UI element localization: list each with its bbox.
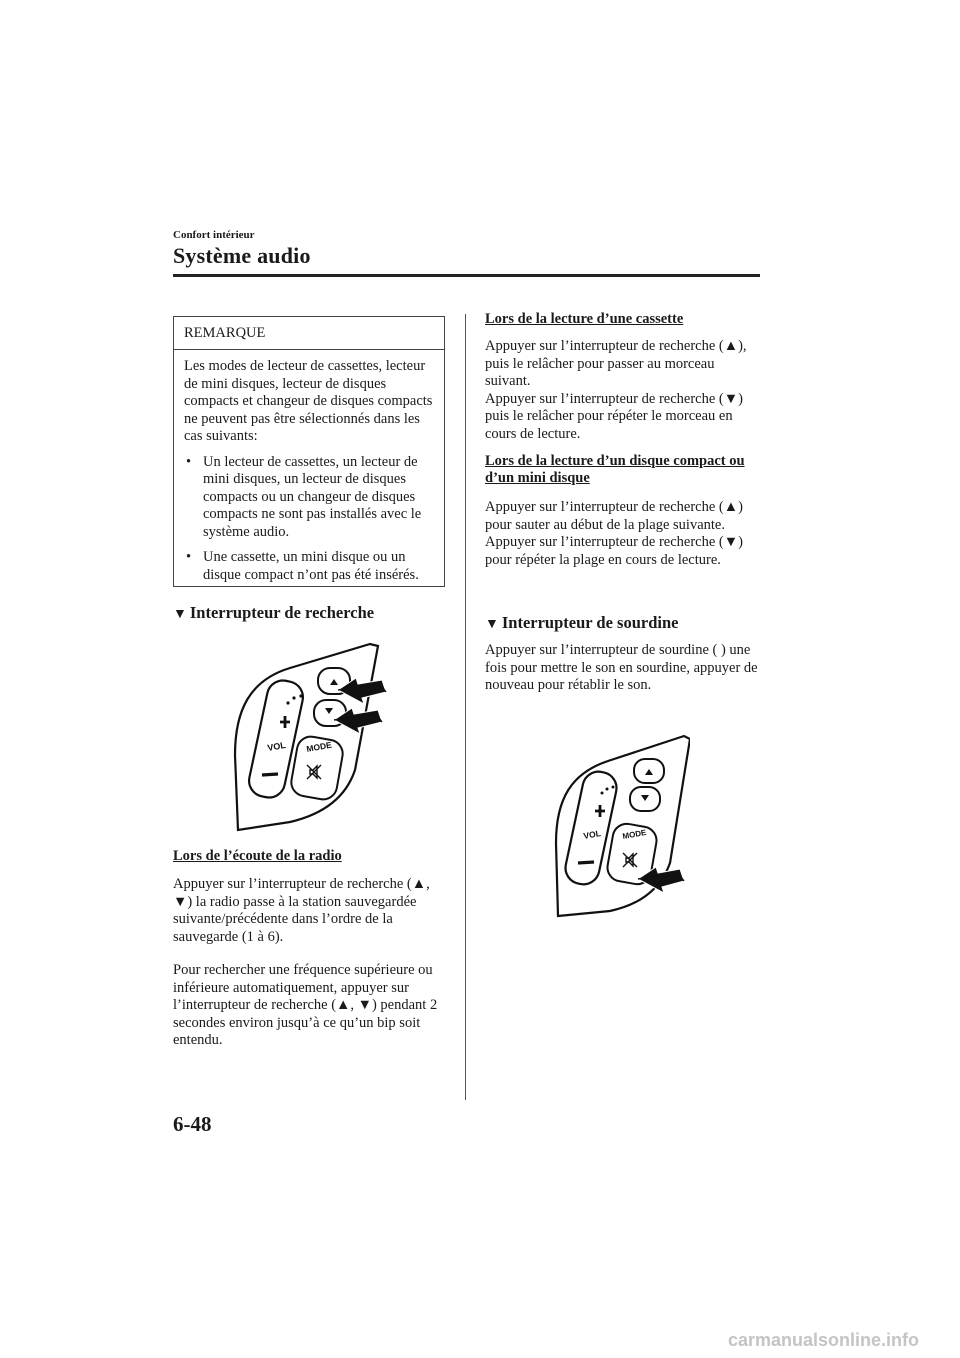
note-intro: Les modes de lecteur de cassettes, lecteur de mini disques, lecteur de disques compacts et changeur de disques compacts ne peuvent pas être sélectionnés dans les cas suivants: [184, 358, 433, 444]
note-box [173, 316, 445, 587]
mute-switch-heading-text: Interrupteur de sourdine [501, 613, 679, 632]
mute-paragraph: Appuyer sur l’interrupteur de sourdine ( ) une fois pour mettre le son en sourdine, appuyer de nouveau pour rétablir le son. [485, 642, 758, 693]
bullet-icon: • [186, 549, 192, 565]
vol-label: VOL [266, 739, 287, 753]
page-number: 6-48 [173, 1112, 212, 1136]
cd-heading: Lors de la lecture d’un disque compact ou d’un mini disque [485, 453, 745, 486]
bullet-icon: • [186, 453, 192, 470]
search-switch-heading-text: Interrupteur de recherche [189, 603, 375, 622]
radio-paragraph-1: Appuyer sur l’interrupteur de recherche (▲, ▼) la radio passe à la station sauvegardée suivante/précédente dans l’ordre de la sauvegarde (1 à 6). [173, 876, 430, 945]
note-bullet-item [184, 454, 434, 542]
triangle-down-icon: ▼ [173, 607, 187, 622]
minus-icon [578, 862, 594, 863]
radio-paragraph-2: Pour rechercher une fréquence supérieure ou inférieure automatiquement, appuyer sur l’interrupteur de recherche (▲, ▼) pendant 2 secondes environ jusqu’à ce qu’un bip soit entendu. [173, 962, 438, 1048]
title-rule [173, 274, 760, 277]
cd-paragraph: Appuyer sur l’interrupteur de recherche (▲) pour sauter au début de la plage suivante. Appuyer sur l’interrupteur de recherche (▼) pour répéter la plage en cours de lecture. [485, 499, 743, 568]
steering-switch-illustration-seek [230, 640, 390, 834]
search-switch-heading [173, 603, 374, 623]
watermark: carmanualsonline.info [728, 1330, 920, 1350]
page-title: Système audio [173, 243, 311, 268]
mode-label: MODE [621, 827, 647, 841]
note-bullet-text: Un lecteur de cassettes, un lecteur de mini disques, un lecteur de disques compacts ou un changeur de disques compacts ne sont pas installés avec le système audio. [203, 453, 422, 540]
column-divider [465, 314, 466, 1100]
note-bullet-item [184, 549, 434, 584]
triangle-down-icon: ▼ [485, 617, 499, 632]
steering-switch-illustration-mute [550, 733, 690, 919]
mute-switch-heading [485, 613, 678, 633]
note-body [174, 350, 444, 584]
cassette-paragraph: Appuyer sur l’interrupteur de recherche (▲), puis le relâcher pour passer au morceau suivant. Appuyer sur l’interrupteur de recherche (▼) puis le relâcher pour répéter le morceau en cours de lecture. [485, 338, 747, 442]
section-label: Confort intérieur [173, 229, 255, 241]
vol-label: VOL [582, 828, 602, 841]
note-list [184, 454, 434, 585]
cassette-heading: Lors de la lecture d’une cassette [485, 311, 684, 327]
minus-icon [262, 774, 278, 775]
note-heading: REMARQUE [174, 317, 444, 350]
note-bullet-text: Une cassette, un mini disque ou un disque compact n’ont pas été insérés. [203, 549, 419, 583]
mode-label: MODE [305, 739, 333, 754]
radio-heading: Lors de l’écoute de la radio [173, 848, 342, 864]
